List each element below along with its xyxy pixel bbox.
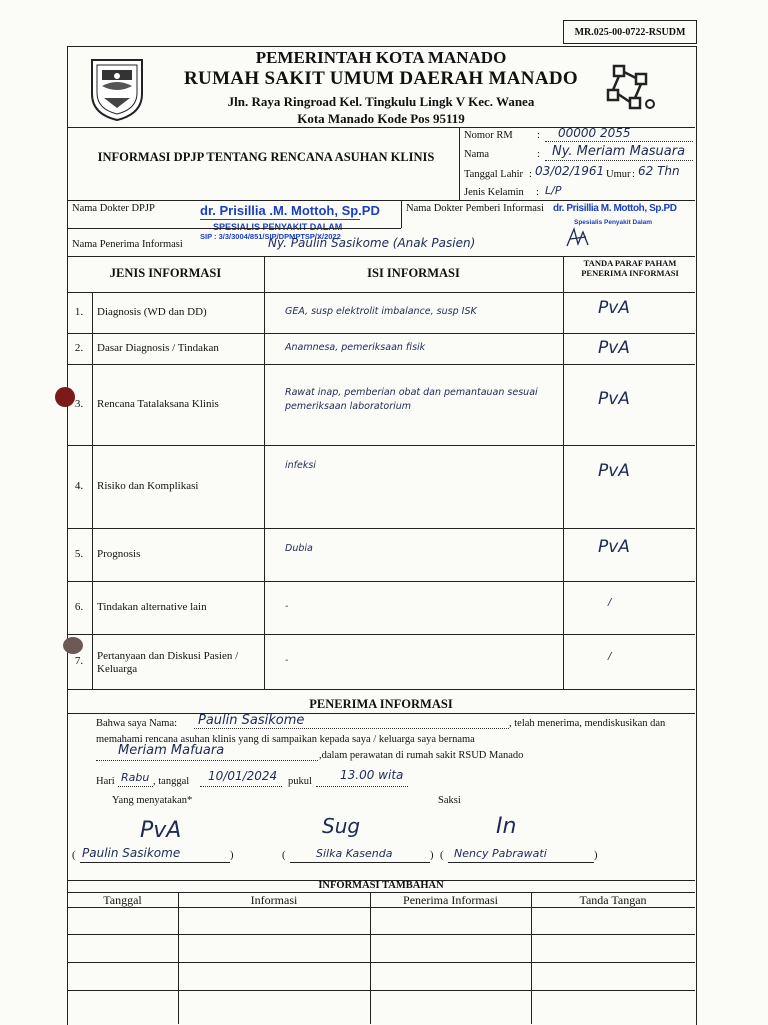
row-paraf-signature: PvA (598, 461, 630, 481)
row-number: 4. (74, 479, 84, 492)
sign-line (80, 862, 230, 863)
bahwa-tail: , telah menerima, mendiskusikan dan (509, 718, 666, 729)
divider (401, 200, 402, 228)
pemberi-stamp-name: dr. Prisillia M. Mottoh, Sp.PD (553, 203, 677, 214)
row-number: 7. (74, 654, 84, 667)
hari-label: Hari (96, 776, 115, 787)
yang-menyatakan-label: Yang menyatakan* (112, 795, 193, 806)
divider (67, 907, 695, 908)
row-number: 2. (74, 341, 84, 354)
dotted-line (545, 141, 693, 142)
dotted-line (96, 760, 318, 761)
row-paraf-signature: / (608, 596, 612, 608)
header-address: Jln. Raya Ringroad Kel. Tingkulu Lingk V Kec. Wanea (227, 94, 535, 109)
dokter-pemberi-label: Nama Dokter Pemberi Informasi (406, 203, 544, 214)
signature-2: Sug (322, 814, 361, 838)
jenis-kelamin-value: L/P (545, 184, 562, 197)
pemberi-stamp-specialty: Spesialis Penyakit Dalam (574, 219, 653, 226)
umur-label: Umur (606, 169, 631, 180)
row-content: - (285, 600, 289, 612)
col-tanda-paraf: TANDA PARAF PAHAM PENERIMA INFORMASI (581, 258, 679, 278)
hari-value: Rabu (121, 771, 150, 784)
nama-value: Ny. Meriam Masuara (552, 144, 686, 159)
sign-line (290, 862, 430, 863)
colon: : (632, 169, 635, 180)
row-label: Dasar Diagnosis / Tindakan (97, 341, 219, 354)
nama-label: Nama (464, 149, 490, 160)
divider (178, 892, 179, 1024)
row-paraf-signature: PvA (598, 298, 630, 318)
dokter-dpjp-label: Nama Dokter DPJP (72, 203, 155, 214)
row-content: Rawat inap, pemberian obat dan pemantauan sesuai pemeriksaan laboratorium (285, 387, 538, 412)
tanggal-value: 10/01/2024 (208, 769, 278, 783)
row-label: Pertanyaan dan Diskusi Pasien / Keluarga (97, 649, 239, 675)
bahwa-value: Paulin Sasikome (198, 713, 305, 728)
paren-open: ( (282, 850, 286, 861)
row-label: Rencana Tatalaksana Klinis (97, 397, 219, 410)
divider (67, 962, 695, 963)
stamp-underline (200, 219, 360, 220)
divider (67, 256, 695, 257)
row-content: GEA, susp elektrolit imbalance, susp ISK (285, 305, 477, 317)
tambahan-title: INFORMASI TAMBAHAN (318, 880, 444, 891)
row-number: 1. (74, 305, 84, 318)
doctor-signature (564, 226, 592, 250)
row-paraf-signature: PvA (598, 537, 630, 557)
colon: : (537, 149, 540, 160)
dotted-line (316, 786, 408, 787)
divider (67, 228, 401, 229)
dpjp-stamp-sip: SIP : 3/3/3004/851/SIP/DPMPTSP/X/2022 (200, 232, 341, 241)
sign1-name: Paulin Sasikome (82, 846, 181, 860)
row-paraf-signature: PvA (598, 337, 630, 358)
tambahan-col-penerima: Penerima Informasi (403, 893, 498, 907)
binder-hole (55, 387, 75, 407)
penerima-section-title: PENERIMA INFORMASI (309, 697, 453, 711)
header-hospital-name: RUMAH SAKIT UMUM DAERAH MANADO (184, 68, 578, 89)
saksi-label: Saksi (438, 795, 461, 806)
pernyataan-line3: ,dalam perawatan di rumah sakit RSUD Manado (319, 750, 524, 761)
pukul-label: pukul (288, 776, 312, 787)
signature-1: PvA (140, 818, 182, 843)
divider (67, 200, 695, 201)
dotted-line (118, 786, 153, 787)
row-paraf-signature: PvA (598, 389, 630, 409)
row-label: Tindakan alternative lain (97, 600, 207, 613)
dotted-line (194, 728, 509, 729)
divider (370, 892, 371, 1024)
row-label: Risiko dan Komplikasi (97, 479, 199, 492)
paren-close: ) (594, 850, 598, 861)
tanggal-label: , tanggal (153, 776, 190, 787)
nomor-rm-value: 00000 2055 (558, 126, 631, 140)
umur-value: 62 Thn (638, 164, 680, 178)
penerima-informasi-label: Nama Penerima Informasi (72, 239, 183, 250)
dotted-line (200, 786, 282, 787)
paren-close: ) (430, 850, 434, 861)
nama-pasien-value: Meriam Mafuara (118, 743, 225, 758)
row-number: 6. (74, 600, 84, 613)
row-label: Diagnosis (WD dan DD) (97, 305, 207, 318)
dpjp-stamp-name: dr. Prisillia .M. Mottoh, Sp.PD (200, 203, 380, 218)
sign2-name: Silka Kasenda (316, 847, 393, 860)
row-number: 5. (74, 547, 84, 560)
jenis-kelamin-label: Jenis Kelamin (464, 187, 524, 198)
sign-line (448, 862, 594, 863)
form-title: INFORMASI DPJP TENTANG RENCANA ASUHAN KLINIS (97, 150, 435, 164)
tambahan-col-tanggal: Tanggal (103, 893, 142, 907)
nomor-rm-label: Nomor RM (464, 130, 513, 141)
colon: : (529, 169, 532, 180)
bahwa-label: Bahwa saya Nama: (96, 718, 178, 729)
penerima-informasi-value: Ny. Paulin Sasikome (Anak Pasien) (268, 236, 476, 250)
pukul-value: 13.00 wita (340, 768, 404, 782)
divider (67, 990, 695, 991)
tambahan-col-informasi: Informasi (250, 893, 298, 907)
row-paraf-signature: / (608, 650, 612, 662)
tanggal-lahir-value: 03/02/1961 (535, 164, 605, 178)
divider (531, 892, 532, 1024)
dotted-line (545, 160, 693, 161)
divider (67, 689, 695, 690)
paren-close: ) (230, 850, 234, 861)
row-label: Prognosis (97, 547, 141, 560)
tambahan-col-tanda-tangan: Tanda Tangan (579, 893, 647, 907)
paren-open: ( (440, 850, 444, 861)
row-content: - (285, 654, 289, 666)
colon: : (536, 187, 539, 198)
form-code: MR.025-00-0722-RSUDM (563, 20, 697, 44)
sign3-name: Nency Pabrawati (454, 847, 547, 860)
row-content: Dubia (285, 543, 313, 554)
row-content: infeksi (285, 460, 316, 471)
dpjp-stamp-specialty: SPESIALIS PENYAKIT DALAM (213, 222, 343, 232)
divider (67, 934, 695, 935)
tanggal-lahir-label: Tanggal Lahir (464, 169, 524, 180)
colon: : (537, 130, 540, 141)
header-government: PEMERINTAH KOTA MANADO (255, 48, 507, 67)
pernyataan-line2: memahami rencana asuhan klinis yang di sampaikan kepada saya / keluarga saya bernama (96, 734, 475, 745)
header-city-postcode: Kota Manado Kode Pos 95119 (297, 111, 465, 126)
paren-open: ( (72, 850, 76, 861)
row-number: 3. (74, 397, 84, 410)
col-isi-informasi: ISI INFORMASI (367, 266, 460, 280)
binder-hole (63, 637, 83, 654)
divider (67, 713, 695, 714)
signature-3: In (496, 814, 517, 839)
divider (459, 127, 460, 200)
row-content: Anamnesa, pemeriksaan fisik (285, 341, 426, 353)
col-jenis-informasi: JENIS INFORMASI (109, 266, 222, 280)
